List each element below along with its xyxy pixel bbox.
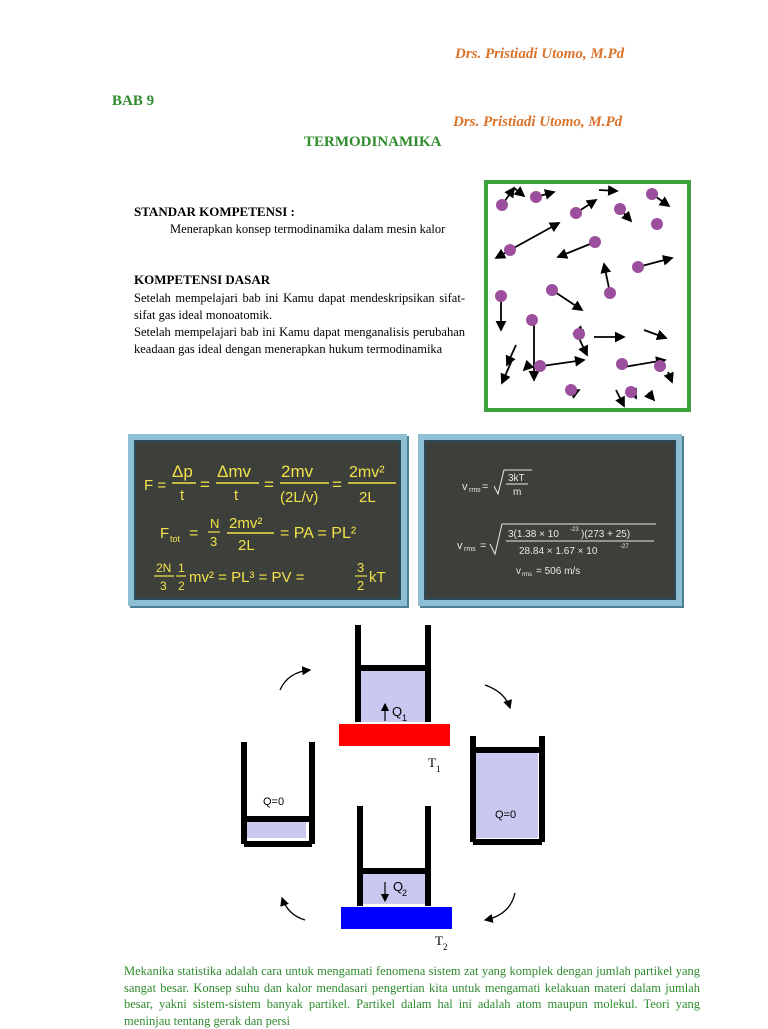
chapter-label: BAB 9 xyxy=(112,93,155,109)
arrow-bottom-right xyxy=(485,893,515,920)
eq1-2mv: 2mv xyxy=(281,462,314,481)
left-gas xyxy=(246,820,306,838)
vrms2-v: v xyxy=(457,540,463,552)
chalkboard-kinetic-derivation xyxy=(128,434,407,606)
vrms3-result: = 506 m/s xyxy=(536,566,581,577)
dasar-item-2: Setelah mempelajari bab ini Kamu dapat menganalisis perubahan keadaan gas ideal dengan menerapkan hukum termodinamika xyxy=(134,325,465,356)
eq1-eq2: = xyxy=(264,475,274,494)
vrms2-sub: rms xyxy=(464,546,476,553)
svg-text:=: = xyxy=(480,540,487,552)
q0-right: Q=0 xyxy=(495,809,517,821)
eq3-mid: mv² = PL³ = PV = xyxy=(189,569,305,586)
eq2-eq: = xyxy=(189,525,199,542)
arrow-top-left xyxy=(280,670,310,690)
t2-label: T xyxy=(435,933,443,948)
vrms3-sub: rms xyxy=(522,572,532,578)
vrms2-num-b: )(273 + 25) xyxy=(581,529,631,540)
vrms1-v: v xyxy=(462,481,468,493)
vrms1-num: 3kT xyxy=(508,473,525,484)
t2-sub: 2 xyxy=(443,942,448,952)
q2-sub: 2 xyxy=(402,888,408,898)
vrms2-exp2: -27 xyxy=(620,544,629,550)
eq1-t2: t xyxy=(234,487,239,504)
t1-sub: 1 xyxy=(436,764,441,774)
vrms2-num: 3(1.38 × 10 xyxy=(508,529,559,540)
page-title: TERMODINAMIKA xyxy=(304,134,442,150)
eq2-n: N xyxy=(210,516,220,531)
carnot-cycle-diagram xyxy=(230,620,560,955)
eq2-2l: 2L xyxy=(238,537,255,554)
svg-text:=: = xyxy=(482,481,489,493)
eq3-2n: 2N xyxy=(156,561,172,575)
gas-molecules-illustration xyxy=(484,180,691,412)
dasar-item-1: Setelah mempelajari bab ini Kamu dapat mendeskripsikan sifat-sifat gas ideal monoatomik. xyxy=(134,291,465,322)
t1-label: T xyxy=(428,755,436,770)
vrms1-den: m xyxy=(513,487,522,498)
vrms-equations xyxy=(424,440,676,600)
eq1-2l: 2L xyxy=(359,489,376,506)
kinetic-equations xyxy=(134,440,401,600)
q0-left: Q=0 xyxy=(263,796,285,808)
eq3-3b: 3 xyxy=(357,560,365,575)
eq1-dmv: Δmv xyxy=(217,462,252,481)
eq3-kt: kT xyxy=(369,569,386,586)
chalkboard-vrms xyxy=(418,434,682,606)
cold-reservoir xyxy=(341,907,452,929)
eq1-dp: Δp xyxy=(172,462,193,481)
eq2-3: 3 xyxy=(210,534,218,549)
eq2-rest: = PA = PL² xyxy=(280,525,357,542)
eq3-3: 3 xyxy=(160,579,167,593)
eq3-2b: 2 xyxy=(357,578,365,593)
author-top: Drs. Pristiadi Utomo, M.Pd xyxy=(455,46,625,62)
eq3-1: 1 xyxy=(178,561,185,575)
eq1-t1: t xyxy=(180,487,185,504)
eq2-tot: tot xyxy=(170,534,181,544)
arrow-bottom-left xyxy=(282,898,305,920)
standar-text: Menerapkan konsep termodinamika dalam mesin kalor xyxy=(170,222,446,236)
standar-heading: STANDAR KOMPETENSI : xyxy=(134,204,295,219)
arrow-top-right xyxy=(485,685,510,708)
eq1-eq1: = xyxy=(200,475,210,494)
q1-sub: 1 xyxy=(402,713,408,723)
eq1-f: F = xyxy=(144,477,167,494)
eq2-f: F xyxy=(160,525,170,542)
q2-label: Q xyxy=(393,879,404,894)
author-second: Drs. Pristiadi Utomo, M.Pd xyxy=(453,114,623,130)
eq1-eq3: = xyxy=(332,475,342,494)
eq3-2: 2 xyxy=(178,579,185,593)
hot-reservoir xyxy=(339,724,450,746)
vrms2-exp1: -23 xyxy=(570,527,579,533)
dasar-heading: KOMPETENSI DASAR xyxy=(134,272,271,287)
intro-paragraph: Mekanika statistika adalah cara untuk mengamati fenomena sistem zat yang komplek dengan jumlah partikel yang sangat besar. Konsep suhu dan kalor mendasari pengertian kita untuk mengamati kelakuan materi dalam jumlah besar, yakni sistem-sistem banyak partikel. Partikel dalam hal ini adalah atom maupun molekul. Teori yang meninjau tentang gerak dan persi xyxy=(124,964,700,1028)
eq1-2mv2: 2mv² xyxy=(349,464,385,481)
vrms3-v: v xyxy=(516,566,521,577)
q1-label: Q xyxy=(392,704,403,719)
right-gas xyxy=(476,752,538,838)
eq2-2mv2: 2mv² xyxy=(229,515,263,532)
vrms1-sub: rms xyxy=(469,487,481,494)
vrms2-den: 28.84 × 1.67 × 10 xyxy=(519,546,598,557)
eq1-2lv: (2L/v) xyxy=(280,489,319,506)
